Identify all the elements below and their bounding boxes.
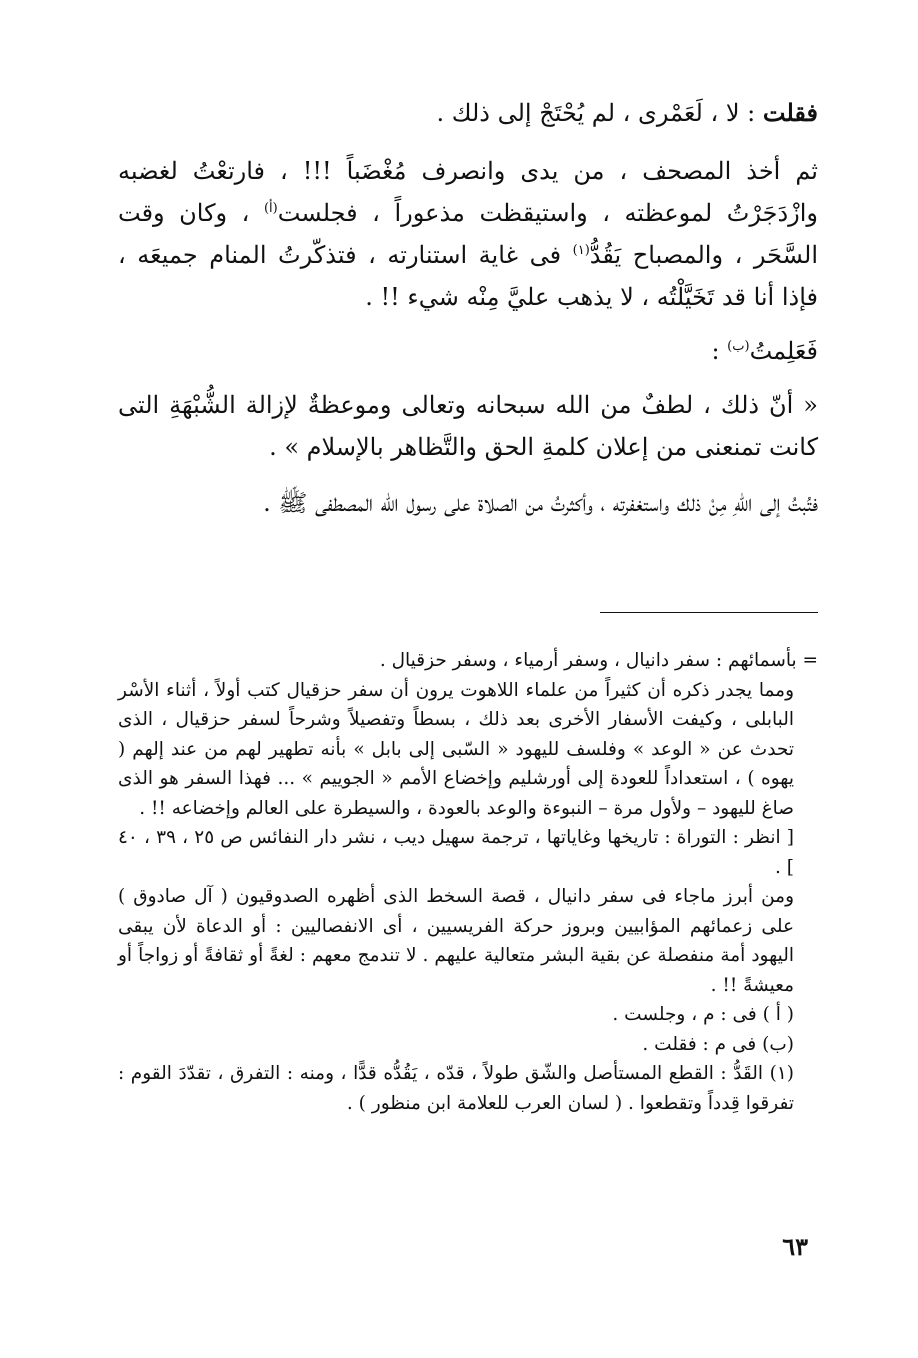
paragraph-2-text: ثم أخذ المصحف ، من يدى وانصرف مُغْضَباً !!! ، فارتعْتُ لغضبه وازْدَجَرْتُ لموعظته ، واستيقظت مذعوراً ، فجلست <box>118 157 818 227</box>
paragraph-3 <box>118 330 818 372</box>
note-paragraph-2: ومما يجدر ذكره أن كثيراً من علماء اللاهوت يرون أن سفر حزقيال كتب أولاً ، أثناء الأسْر البابلى ، وكيفت الأسفار الأخرى بعد ذلك ، بسطاً وتفصيلاً وشرحاً لسفر حزقيال ، الذى تحدث عن « الوعد » وفلسف لليهود « السّبى إلى بابل » بأنه تطهير لهم من عند إلهم ( يهوه ) ، استعداداً للعودة إلى أورشليم وإخضاع الأمم « الجوييم » ... فهذا السفر هو الذى صاغ لليهود – ولأول مرة – النبوءة والوعد بالعودة ، والسيطرة على العالم وإخضاعه !! . <box>118 679 794 819</box>
paragraph-1-rest: : لا ، لَعَمْرى ، لم يُحْتَجْ إلى ذلك . <box>436 99 763 127</box>
footnote-b: (ب) فى م : فقلت . <box>642 1033 794 1055</box>
footnote-mark-a: (أ) <box>263 201 278 216</box>
paragraph-2 <box>118 150 818 318</box>
footnote-mark-1: (١) <box>572 243 590 258</box>
footnotes <box>118 646 818 1118</box>
footnote-1: (١) القَدُّ : القطع المستأصل والشّق طولاً ، قدّه ، يَقُدُّه قدًّا ، ومنه : التفرق ، تقدّدَ القوم : تفرقوا قِدداً وتقطعوا . ( لسان العرب للعلامة ابن منظور ) . <box>118 1063 794 1114</box>
note-continuation: = بأسمائهم : سفر دانيال ، وسفر أرمياء ، وسفر حزقيال . <box>379 650 818 671</box>
page-number: ٦٣ <box>782 1232 808 1261</box>
note-reference: [ انظر : التوراة : تاريخها وغاياتها ، ترجمة سهيل ديب ، نشر دار النفائس ص ٢٥ ، ٣٩ ، ٤٠ ] . <box>118 827 794 878</box>
note-paragraph-4: ومن أبرز ماجاء فى سفر دانيال ، قصة السخط الذى أظهره الصدوقيون ( آل صادوق ) على زعمائهم المؤابيين وبروز حركة الفريسيين ، أى الانفصاليين : أو الدعاة لأن يبقى اليهود أمة منفصلة عن بقية البشر متعالية عليهم . لا تندمج معهم : لغةً أو ثقافةً أو زواجاً أو معيشةً !! . <box>118 886 794 996</box>
book-page <box>118 92 818 1332</box>
paragraph-1-lead: فقلت <box>762 98 818 127</box>
paragraph-3-end: : <box>711 337 728 365</box>
paragraph-3-text: فَعَلِمتُ <box>749 337 818 365</box>
footnote-a: ( أ ) فى : م ، وجلست . <box>612 1004 794 1025</box>
paragraph-1 <box>118 92 818 134</box>
main-text <box>118 92 818 524</box>
paragraph-5: فتُبتُ إلى اللهِ مِنْ ذلك واستغفرته ، وأكثرتُ من الصلاة على رسول الله المصطفى ﷺ . <box>263 489 818 517</box>
footnote-divider <box>600 612 818 613</box>
paragraph-2-text-c: فى غاية استنارته ، فتذكّرتُ المنام جميعَه ، فإذا أنا قد تَخَيَّلْتُه ، لا يذهب عليَّ مِنْه شيء !! . <box>118 241 818 311</box>
paragraph-4: « أنّ ذلك ، لطفٌ من الله سبحانه وتعالى وموعظةٌ لإزالة الشُّبْهَةِ التى كانت تمنعنى من إعلان كلمةِ الحق والتَّظاهر بالإسلام » . <box>118 391 818 461</box>
footnote-mark-b: (ب) <box>727 339 750 354</box>
paragraph-2-text-b: ، وكان وقت السَّحَر ، والمصباح يَقُدُّ <box>118 199 818 269</box>
